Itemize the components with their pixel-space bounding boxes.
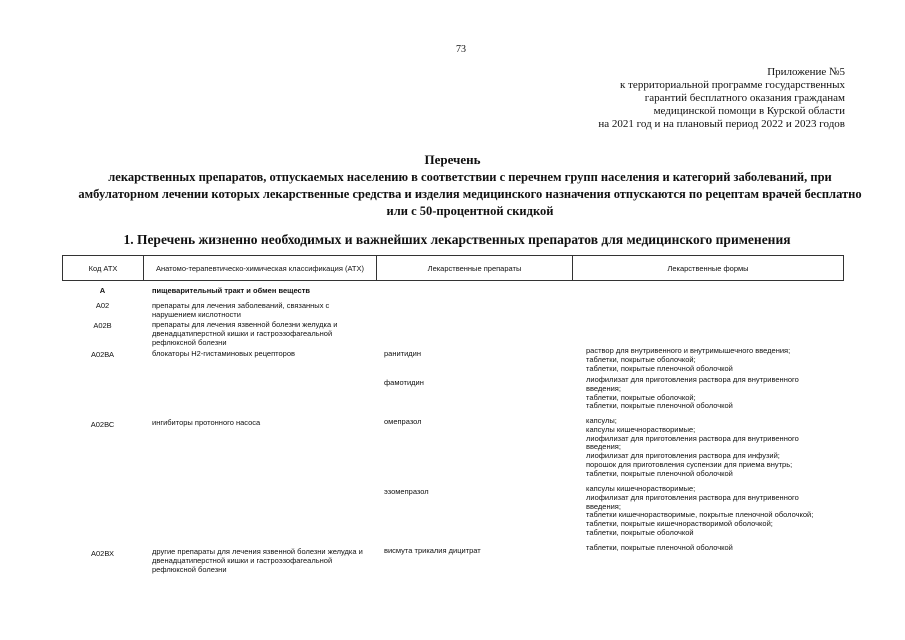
form-line: капсулы;	[586, 416, 617, 425]
form-line: капсулы кишечнорастворимые;	[586, 484, 696, 493]
appendix-line: медицинской помощи в Курской области	[653, 105, 845, 117]
row-classification: блокаторы Н2-гистаминовых рецепторов	[152, 349, 295, 358]
appendix-line: на 2021 год и на плановый период 2022 и 2023 годов	[598, 118, 845, 130]
form-line: лиофилизат для приготовления раствора для инфузий;	[586, 451, 780, 461]
form-line: порошок для приготовления суспензии для приема внутрь;	[586, 459, 793, 469]
row-classification: препараты для лечения заболеваний, связанных с нарушением кислотности	[152, 301, 330, 319]
row-classification: пищеварительный тракт и обмен веществ	[152, 286, 310, 295]
form-line: таблетки, покрытые оболочкой	[586, 527, 694, 537]
form-line: таблетки кишечнорастворимые, покрытые пленочной оболочкой;	[586, 510, 814, 520]
appendix-block	[598, 66, 845, 131]
form-line: таблетки, покрытые оболочкой;	[586, 392, 696, 402]
row-code: А02ВХ	[90, 549, 115, 558]
page-number: 73	[456, 44, 466, 55]
row-code: А02ВА	[90, 350, 115, 359]
form-line: таблетки, покрытые кишечнорастворимой оболочкой;	[586, 519, 773, 529]
header-drugs: Лекарственные препараты	[377, 256, 573, 280]
appendix-line: Приложение №5	[767, 66, 845, 78]
form-line: лиофилизат для приготовления раствора для внутривенного	[586, 375, 799, 384]
document-title: Перечень	[424, 152, 481, 167]
form-line: лиофилизат для приготовления раствора для внутривенного	[586, 492, 799, 502]
row-classification: другие препараты для лечения язвенной болезни желудка и двенадцатиперстной кишки и гастроэзофагеальной рефлюксной болезни	[152, 547, 363, 574]
header-forms: Лекарственные формы	[667, 263, 749, 273]
form-line: введения;	[586, 383, 621, 393]
row-code: А	[99, 286, 106, 295]
row-drug: эзомепразол	[384, 487, 429, 496]
row-forms	[586, 417, 856, 479]
form-line: капсулы кишечнорастворимые;	[586, 424, 696, 434]
row-forms	[586, 485, 856, 538]
appendix-line: гарантий бесплатного оказания гражданам	[644, 92, 845, 104]
appendix-line: к территориальной программе государственных	[620, 79, 845, 91]
row-code: А02ВС	[90, 420, 115, 429]
document-subtitle: лекарственных препаратов, отпускаемых населению в соответствии с перечнем групп населения и категорий заболеваний, при амбулаторном лечении которых лекарственные средства и изделия медицинского назначения отпускаются по рецептам врачей бесплатно или с 50-процентной скидкой	[78, 170, 862, 218]
section-heading: 1. Перечень жизненно необходимых и важнейших лекарственных препаратов для медицинского применения	[123, 232, 791, 247]
form-line: введения;	[586, 501, 621, 511]
row-drug: висмута трикалия дицитрат	[384, 546, 481, 555]
form-line: раствор для внутривенного и внутримышечного введения;	[586, 346, 791, 355]
form-line: таблетки, покрытые пленочной оболочкой	[586, 401, 733, 411]
form-line: таблетки, покрытые пленочной оболочкой	[586, 543, 733, 552]
form-line: введения;	[586, 442, 621, 452]
row-forms	[586, 376, 856, 411]
row-forms	[586, 347, 856, 373]
row-classification: препараты для лечения язвенной болезни желудка и двенадцатиперстной кишки и гастроэзофагеальной рефлюксной болезни	[152, 320, 338, 347]
form-line: таблетки, покрытые оболочкой;	[586, 354, 696, 364]
row-code: А02	[95, 301, 110, 310]
row-drug: омепразол	[384, 417, 422, 426]
form-line: лиофилизат для приготовления раствора для внутривенного	[586, 433, 799, 443]
row-code: А02В	[93, 321, 112, 330]
row-drug: ранитидин	[384, 349, 422, 358]
row-drug: фамотидин	[384, 378, 424, 387]
header-classification: Анатомо-терапевтическо-химическая классификация (АТХ)	[144, 256, 377, 280]
table-header	[62, 255, 844, 281]
form-line: таблетки, покрытые пленочной оболочкой	[586, 363, 733, 373]
header-code: Код АТХ	[63, 256, 144, 280]
row-forms	[586, 544, 856, 553]
row-classification: ингибиторы протонного насоса	[152, 418, 261, 427]
form-line: таблетки, покрытые пленочной оболочкой	[586, 468, 733, 478]
